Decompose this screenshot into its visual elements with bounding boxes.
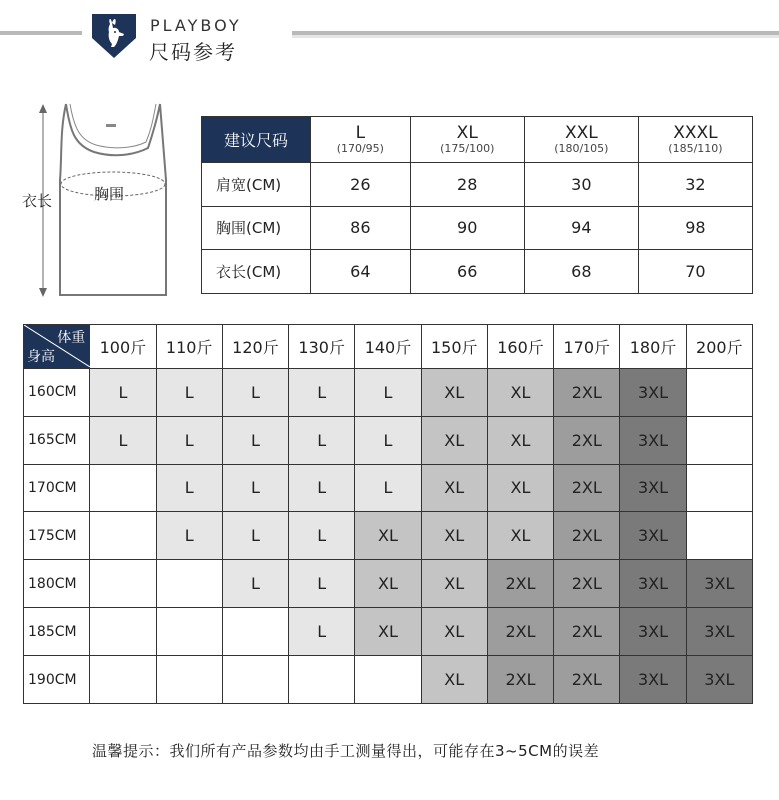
row-label: 胸围(CM): [202, 206, 311, 250]
value-cell: 98: [638, 206, 752, 250]
size-cell: 3XL: [620, 512, 686, 560]
value-cell: 32: [638, 163, 752, 207]
height-label: 160CM: [24, 368, 90, 416]
size-code: (185/110): [668, 141, 723, 155]
size-cell: L: [156, 416, 222, 464]
size-cell: XL: [421, 560, 487, 608]
size-cell: [222, 608, 288, 656]
size-cell: L: [222, 560, 288, 608]
size-cell: 3XL: [620, 416, 686, 464]
size-cell: [686, 368, 752, 416]
height-label: 190CM: [24, 656, 90, 704]
weight-header: 170斤: [554, 325, 620, 369]
size-cell: [686, 464, 752, 512]
size-cell: XL: [487, 368, 553, 416]
size-cell: 3XL: [620, 464, 686, 512]
weight-height-corner: [24, 325, 90, 369]
size-cell: XL: [487, 416, 553, 464]
size-cell: L: [156, 368, 222, 416]
height-row: [24, 608, 753, 656]
weight-header: 160斤: [487, 325, 553, 369]
size-cell: L: [289, 512, 355, 560]
size-cell: 2XL: [554, 368, 620, 416]
size-row-length: [202, 250, 753, 294]
size-code: (170/95): [336, 141, 384, 155]
size-cell: 2XL: [554, 560, 620, 608]
size-cell: XL: [421, 416, 487, 464]
size-recommendation-table: [23, 324, 753, 704]
size-cell: [289, 656, 355, 704]
size-cell: [222, 656, 288, 704]
size-cell: 3XL: [686, 656, 752, 704]
header-rule-left: [0, 31, 82, 35]
size-cell: L: [156, 464, 222, 512]
value-cell: 68: [524, 250, 638, 294]
size-name: XL: [456, 122, 478, 143]
value-cell: 70: [638, 250, 752, 294]
size-cell: [156, 560, 222, 608]
header-rule-right: [292, 31, 779, 35]
size-cell: 2XL: [487, 608, 553, 656]
size-cell: 2XL: [554, 608, 620, 656]
weight-header: 150斤: [421, 325, 487, 369]
size-cell: 3XL: [686, 608, 752, 656]
size-cell: [90, 656, 156, 704]
size-cell: XL: [421, 608, 487, 656]
height-label: 185CM: [24, 608, 90, 656]
weight-header: 110斤: [156, 325, 222, 369]
size-cell: L: [156, 512, 222, 560]
weight-header: 180斤: [620, 325, 686, 369]
size-cell: [686, 512, 752, 560]
size-cell: 2XL: [554, 416, 620, 464]
size-cell: [90, 464, 156, 512]
size-cell: XL: [355, 512, 421, 560]
weight-header-row: [24, 325, 753, 369]
row-label: 衣长(CM): [202, 250, 311, 294]
page-title: 尺码参考: [149, 40, 237, 64]
weight-header: 100斤: [90, 325, 156, 369]
size-cell: [90, 512, 156, 560]
height-label: 170CM: [24, 464, 90, 512]
size-table-header: 建议尺码: [202, 117, 311, 163]
measurement-note: 温馨提示：我们所有产品参数均由手工测量得出，可能存在3~5CM的误差: [92, 742, 600, 760]
height-row: [24, 656, 753, 704]
weight-header: 140斤: [355, 325, 421, 369]
length-label: 衣长: [22, 192, 53, 210]
size-name: XXXL: [673, 122, 718, 143]
height-row: [24, 560, 753, 608]
size-row-shoulder: [202, 163, 753, 207]
size-cell: XL: [487, 464, 553, 512]
size-cell: XL: [487, 512, 553, 560]
value-cell: 94: [524, 206, 638, 250]
size-cell: 3XL: [620, 560, 686, 608]
size-cell: L: [90, 416, 156, 464]
weight-header: 120斤: [222, 325, 288, 369]
size-cell: 2XL: [554, 656, 620, 704]
size-cell: XL: [421, 368, 487, 416]
height-row: [24, 368, 753, 416]
value-cell: 66: [410, 250, 524, 294]
playboy-bunny-logo-icon: [90, 14, 138, 58]
brand-name: PLAYBOY: [150, 16, 242, 35]
size-cell: [90, 560, 156, 608]
size-col-xxl: [524, 117, 638, 163]
size-col-xl: [410, 117, 524, 163]
size-cell: L: [289, 608, 355, 656]
size-cell: [90, 608, 156, 656]
height-label: 175CM: [24, 512, 90, 560]
size-cell: [156, 608, 222, 656]
size-cell: L: [289, 560, 355, 608]
size-cell: 3XL: [620, 368, 686, 416]
height-row: [24, 416, 753, 464]
size-cell: 2XL: [487, 656, 553, 704]
height-label: 180CM: [24, 560, 90, 608]
height-label: 165CM: [24, 416, 90, 464]
size-cell: 3XL: [620, 608, 686, 656]
size-cell: XL: [421, 464, 487, 512]
size-row-chest: [202, 206, 753, 250]
row-label: 肩宽(CM): [202, 163, 311, 207]
size-cell: L: [289, 416, 355, 464]
chest-label: 胸围: [94, 185, 125, 203]
size-spec-table: [201, 116, 753, 294]
size-cell: 2XL: [554, 464, 620, 512]
size-cell: L: [355, 368, 421, 416]
size-cell: XL: [355, 608, 421, 656]
value-cell: 30: [524, 163, 638, 207]
size-cell: 3XL: [686, 560, 752, 608]
size-cell: L: [355, 464, 421, 512]
size-code: (180/105): [554, 141, 609, 155]
size-cell: L: [222, 368, 288, 416]
weight-header: 130斤: [289, 325, 355, 369]
size-cell: [156, 656, 222, 704]
size-cell: L: [289, 368, 355, 416]
weight-header: 200斤: [686, 325, 752, 369]
size-code: (175/100): [440, 141, 495, 155]
value-cell: 90: [410, 206, 524, 250]
weight-axis-label: 体重: [57, 330, 86, 346]
size-col-l: [311, 117, 411, 163]
height-row: [24, 512, 753, 560]
size-cell: L: [90, 368, 156, 416]
size-name: L: [355, 122, 366, 143]
size-cell: L: [222, 512, 288, 560]
value-cell: 86: [311, 206, 411, 250]
size-col-xxxl: [638, 117, 752, 163]
height-row: [24, 464, 753, 512]
size-cell: [686, 416, 752, 464]
value-cell: 64: [311, 250, 411, 294]
size-cell: L: [222, 464, 288, 512]
size-cell: L: [222, 416, 288, 464]
value-cell: 28: [410, 163, 524, 207]
size-cell: 3XL: [620, 656, 686, 704]
value-cell: 26: [311, 163, 411, 207]
size-name: XXL: [564, 122, 598, 143]
size-cell: 2XL: [554, 512, 620, 560]
size-cell: XL: [421, 512, 487, 560]
size-cell: L: [355, 416, 421, 464]
size-cell: XL: [355, 560, 421, 608]
height-axis-label: 身高: [27, 348, 55, 365]
size-cell: [355, 656, 421, 704]
size-cell: XL: [421, 656, 487, 704]
size-cell: L: [289, 464, 355, 512]
size-cell: 2XL: [487, 560, 553, 608]
